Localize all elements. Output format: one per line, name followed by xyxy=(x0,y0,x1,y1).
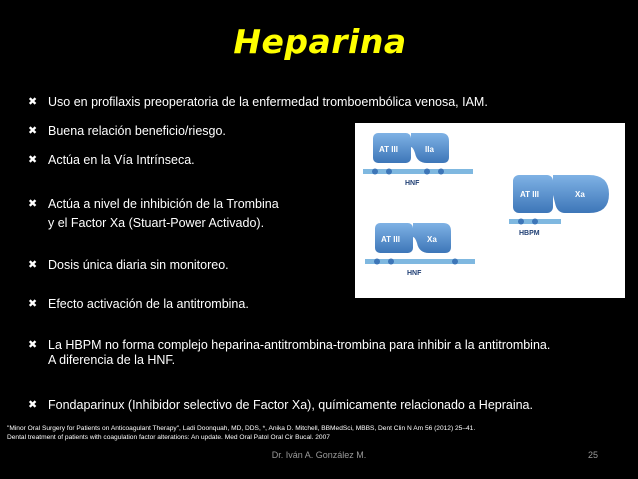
hnf-caption: HNF xyxy=(407,270,422,277)
footer-author: Dr. Iván A. González M. xyxy=(271,450,367,460)
xa-label: Xa xyxy=(575,190,585,199)
reference-line: Dental treatment of patients with coagulation factor alterations: An update. Med Oral Patol Oral Cir Bucal. 2007 xyxy=(7,434,330,441)
page-number: 25 xyxy=(588,450,599,460)
bullet-text: Fondaparinux (Inhibidor selectivo de Factor Xa), químicamente relacionado a Hepraina. xyxy=(48,398,533,412)
chain-bead xyxy=(386,169,392,175)
x-bullet-icon: ✖ xyxy=(28,96,38,108)
heparin-chain xyxy=(365,259,475,264)
chain-bead xyxy=(424,169,430,175)
bullet-text: Dosis única diaria sin monitoreo. xyxy=(48,258,229,272)
bullet-text: Actúa a nivel de inhibición de la Trombina xyxy=(48,197,279,211)
bullet-text-continued: y el Factor Xa (Stuart-Power Activado). xyxy=(48,216,265,230)
bullet-text-continued: A diferencia de la HNF. xyxy=(48,353,176,367)
chain-bead xyxy=(518,219,524,225)
hbpm-caption: HBPM xyxy=(519,230,540,237)
bullet-text: Buena relación beneficio/riesgo. xyxy=(48,124,226,138)
chain-bead xyxy=(388,259,394,265)
x-bullet-icon: ✖ xyxy=(28,339,38,351)
chain-bead xyxy=(372,169,378,175)
chain-bead xyxy=(374,259,380,265)
x-bullet-icon: ✖ xyxy=(28,198,38,210)
slide-title: Heparina xyxy=(233,22,407,61)
bullet-text: Efecto activación de la antitrombina. xyxy=(48,297,249,311)
x-bullet-icon: ✖ xyxy=(28,399,38,411)
heparin-chain xyxy=(363,169,473,174)
bullet-text: Actúa en la Vía Intrínseca. xyxy=(48,153,195,167)
chain-bead xyxy=(452,259,458,265)
heparin-mechanism-diagram xyxy=(355,123,625,298)
xa-label: Xa xyxy=(427,235,437,244)
diagram-svg xyxy=(355,123,625,298)
chain-bead xyxy=(532,219,538,225)
reference-line: "Minor Oral Surgery for Patients on Anticoagulant Therapy", Ladi Doonquah, MD, DDS, *, Anika D. Mitchell, BBMedSci, MBBS, Dent Clin N Am 56 (2012) 25–41. xyxy=(7,425,476,432)
hbpm-xa-complex xyxy=(509,175,609,237)
x-bullet-icon: ✖ xyxy=(28,125,38,137)
chain-bead xyxy=(438,169,444,175)
hnf-xa-complex xyxy=(365,223,475,277)
x-bullet-icon: ✖ xyxy=(28,298,38,310)
at3-label: AT III xyxy=(381,235,400,244)
at3-label: AT III xyxy=(379,145,398,154)
thrombin-label: IIa xyxy=(425,145,434,154)
hnf-caption: HNF xyxy=(405,180,420,187)
x-bullet-icon: ✖ xyxy=(28,259,38,271)
hnf-thrombin-complex xyxy=(363,133,473,187)
at3-label: AT III xyxy=(520,190,539,199)
bullet-text: Uso en profilaxis preoperatoria de la enfermedad tromboembólica venosa, IAM. xyxy=(48,95,488,109)
references xyxy=(7,424,475,442)
bullet-text: La HBPM no forma complejo heparina-antitrombina-trombina para inhibir a la antitrombina. xyxy=(48,338,551,352)
x-bullet-icon: ✖ xyxy=(28,154,38,166)
